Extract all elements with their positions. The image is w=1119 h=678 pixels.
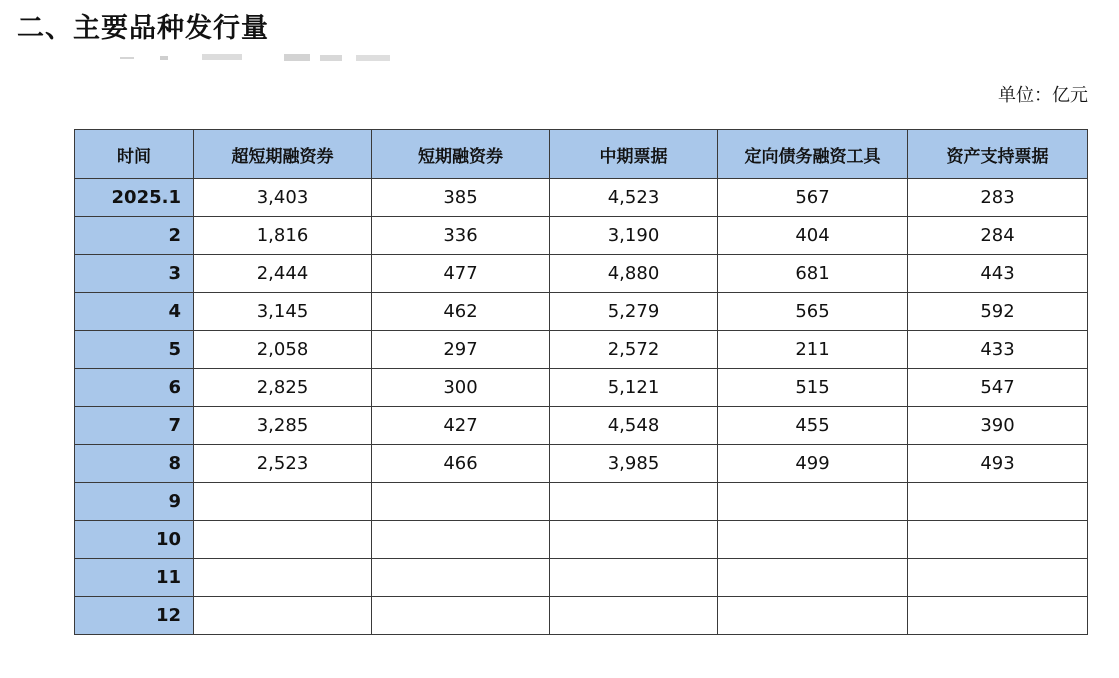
table-cell: 297 (372, 331, 550, 369)
table-cell (194, 597, 372, 635)
table-cell: 477 (372, 255, 550, 293)
table-row (75, 407, 1088, 445)
column-header-short-term-notes: 短期融资券 (372, 130, 550, 179)
table-cell: 592 (908, 293, 1088, 331)
table-cell (372, 483, 550, 521)
table-cell (718, 483, 908, 521)
column-header-super-short-term-notes: 超短期融资券 (194, 130, 372, 179)
column-header-asset-backed-notes: 资产支持票据 (908, 130, 1088, 179)
table-row (75, 217, 1088, 255)
row-time-cell: 7 (75, 407, 194, 445)
table-cell: 2,523 (194, 445, 372, 483)
issuance-table (74, 129, 1088, 635)
column-header-medium-term-notes: 中期票据 (550, 130, 718, 179)
scan-artifact (120, 54, 400, 62)
row-time-cell: 2 (75, 217, 194, 255)
table-cell: 5,279 (550, 293, 718, 331)
table-cell (550, 597, 718, 635)
table-cell: 283 (908, 179, 1088, 217)
table-cell: 4,523 (550, 179, 718, 217)
table-cell (718, 597, 908, 635)
row-time-cell: 2025.1 (75, 179, 194, 217)
row-time-cell: 11 (75, 559, 194, 597)
table-row (75, 445, 1088, 483)
table-cell (372, 559, 550, 597)
row-time-cell: 3 (75, 255, 194, 293)
table-row (75, 255, 1088, 293)
table-cell (194, 521, 372, 559)
table-row (75, 293, 1088, 331)
table-cell: 433 (908, 331, 1088, 369)
table-cell: 427 (372, 407, 550, 445)
table-row (75, 521, 1088, 559)
table-cell: 3,403 (194, 179, 372, 217)
row-time-cell: 9 (75, 483, 194, 521)
table-cell: 2,825 (194, 369, 372, 407)
table-cell: 5,121 (550, 369, 718, 407)
table-cell: 2,572 (550, 331, 718, 369)
table-cell (718, 559, 908, 597)
table-cell: 284 (908, 217, 1088, 255)
row-time-cell: 10 (75, 521, 194, 559)
table-row (75, 483, 1088, 521)
table-cell: 4,880 (550, 255, 718, 293)
table-row (75, 597, 1088, 635)
column-header-private-placement-notes: 定向债务融资工具 (718, 130, 908, 179)
table-cell: 466 (372, 445, 550, 483)
header-row (75, 130, 1088, 179)
section-title: 二、主要品种发行量 (17, 13, 269, 44)
table-cell: 681 (718, 255, 908, 293)
table-cell (718, 521, 908, 559)
table-cell: 499 (718, 445, 908, 483)
table-cell: 1,816 (194, 217, 372, 255)
table-cell: 547 (908, 369, 1088, 407)
unit-label: 单位：亿元 (998, 85, 1088, 106)
row-time-cell: 8 (75, 445, 194, 483)
row-time-cell: 12 (75, 597, 194, 635)
table-cell (194, 483, 372, 521)
table-cell: 455 (718, 407, 908, 445)
column-header-time: 时间 (75, 130, 194, 179)
table-cell: 443 (908, 255, 1088, 293)
table-cell (372, 521, 550, 559)
row-time-cell: 5 (75, 331, 194, 369)
table-cell: 4,548 (550, 407, 718, 445)
table-cell: 3,190 (550, 217, 718, 255)
row-time-cell: 6 (75, 369, 194, 407)
table-cell (908, 597, 1088, 635)
table-row (75, 369, 1088, 407)
table-cell (908, 521, 1088, 559)
table-cell: 493 (908, 445, 1088, 483)
table-row (75, 179, 1088, 217)
table-cell: 385 (372, 179, 550, 217)
table-cell: 336 (372, 217, 550, 255)
table-cell (550, 483, 718, 521)
table-row (75, 331, 1088, 369)
table-cell: 211 (718, 331, 908, 369)
table-cell: 567 (718, 179, 908, 217)
table-cell: 3,145 (194, 293, 372, 331)
table-cell: 390 (908, 407, 1088, 445)
table-cell: 565 (718, 293, 908, 331)
table-cell (908, 559, 1088, 597)
table-cell: 404 (718, 217, 908, 255)
table-cell (372, 597, 550, 635)
table-cell (550, 521, 718, 559)
table-cell (908, 483, 1088, 521)
table-cell: 3,985 (550, 445, 718, 483)
table-cell: 2,444 (194, 255, 372, 293)
table-cell (550, 559, 718, 597)
table-cell: 3,285 (194, 407, 372, 445)
table-cell: 300 (372, 369, 550, 407)
table-cell (194, 559, 372, 597)
table-cell: 515 (718, 369, 908, 407)
row-time-cell: 4 (75, 293, 194, 331)
table-cell: 462 (372, 293, 550, 331)
table-cell: 2,058 (194, 331, 372, 369)
table-row (75, 559, 1088, 597)
